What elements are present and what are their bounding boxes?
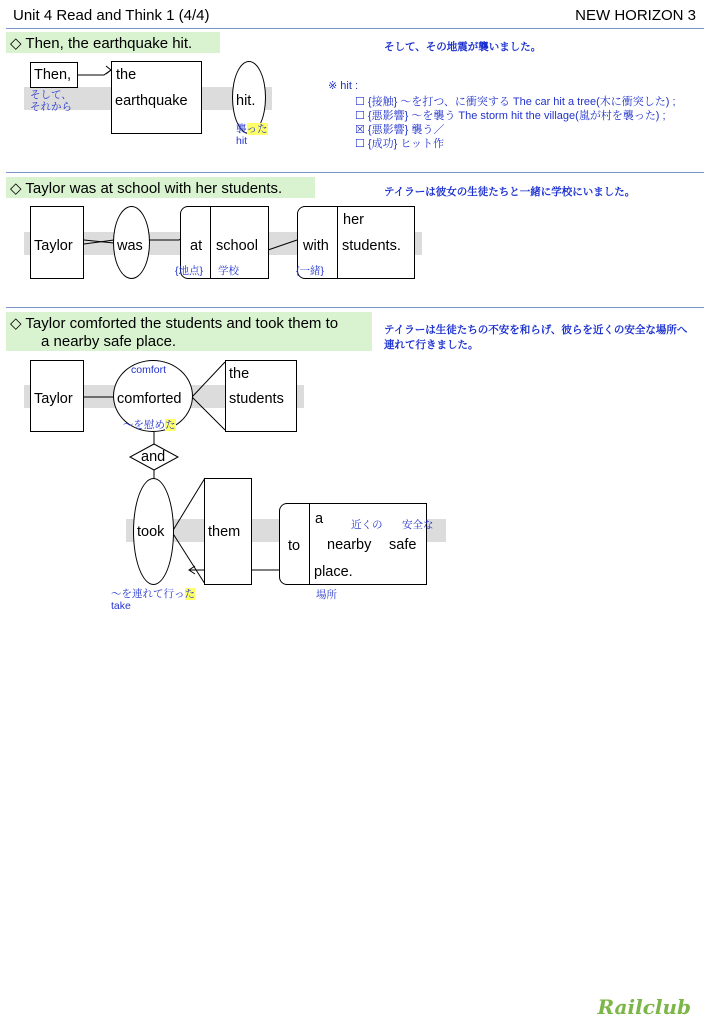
word-was: was	[117, 238, 143, 254]
gloss-took-base: take	[111, 600, 131, 612]
gloss-at: {地点}	[175, 265, 204, 277]
word-comforted: comforted	[117, 391, 182, 407]
gloss-school: 学校	[218, 265, 239, 277]
gloss-comforted: ～を慰めた	[123, 419, 176, 431]
gloss-nearby: 近くの	[351, 519, 383, 531]
word-students-2: students.	[342, 238, 401, 254]
note-hit-1: ☐ {接触} ～を打つ、に衝突する The car hit a tree(木に衝突した) ;	[355, 96, 676, 108]
sentence-3-line-2: a nearby safe place.	[41, 333, 177, 350]
word-to: to	[288, 538, 301, 554]
word-students-3: students	[229, 391, 284, 407]
translation-1: そして、その地震が襲いました。	[384, 41, 542, 53]
gloss-then: そして、 それから	[30, 89, 72, 113]
gloss-hit-base: hit	[236, 135, 248, 147]
gloss-place: 場所	[316, 589, 337, 601]
sentence-2: ◇ Taylor was at school with her students.	[10, 180, 283, 197]
word-safe: safe	[389, 537, 417, 553]
translation-2: テイラーは彼女の生徒たちと一緒に学校にいました。	[384, 186, 636, 198]
word-earthquake: earthquake	[115, 93, 188, 109]
note-hit-title: ※ hit :	[328, 80, 359, 92]
word-then: Then,	[34, 67, 72, 83]
word-and: and	[141, 449, 166, 465]
word-her: her	[343, 212, 364, 228]
note-hit-2: ☐ {悪影響} ～を襲う The storm hit the village(嵐が村を襲った) ;	[355, 110, 666, 122]
word-took: took	[137, 524, 165, 540]
gloss-with: {一緒}	[296, 265, 325, 277]
translation-3-line-2: 連れて行きました。	[384, 339, 479, 351]
word-hit: hit.	[236, 93, 256, 109]
gloss-hit: 襲った	[236, 123, 268, 135]
word-taylor-3: Taylor	[34, 391, 73, 407]
word-a: a	[315, 511, 324, 527]
translation-3-line-1: テイラーは生徒たちの不安を和らげ、彼らを近くの安全な場所へ	[384, 324, 688, 336]
railclub-logo: Railclub	[597, 995, 691, 1019]
unit-title: Unit 4 Read and Think 1 (4/4)	[13, 7, 210, 24]
note-hit-4: ☐ {成功} ヒット作	[355, 138, 444, 150]
word-at: at	[190, 238, 203, 254]
word-the-3: the	[229, 366, 250, 382]
textbook-name: NEW HORIZON 3	[575, 7, 696, 24]
word-nearby: nearby	[327, 537, 372, 553]
sentence-3-line-1: ◇ Taylor comforted the students and took them to	[10, 315, 339, 332]
word-school: school	[216, 238, 258, 254]
gloss-safe: 安全な	[402, 519, 434, 531]
sentence-1: ◇ Then, the earthquake hit.	[10, 35, 193, 52]
note-hit-3: ☒ {悪影響} 襲う／	[355, 124, 445, 136]
word-the-1: the	[116, 67, 137, 83]
word-taylor-2: Taylor	[34, 238, 73, 254]
word-place: place.	[314, 564, 353, 580]
word-with: with	[303, 238, 329, 254]
gloss-comfort-base: comfort	[131, 364, 167, 376]
phrase-divider-to	[309, 503, 310, 585]
gloss-took: ～を連れて行った	[111, 588, 195, 600]
word-them: them	[208, 524, 241, 540]
